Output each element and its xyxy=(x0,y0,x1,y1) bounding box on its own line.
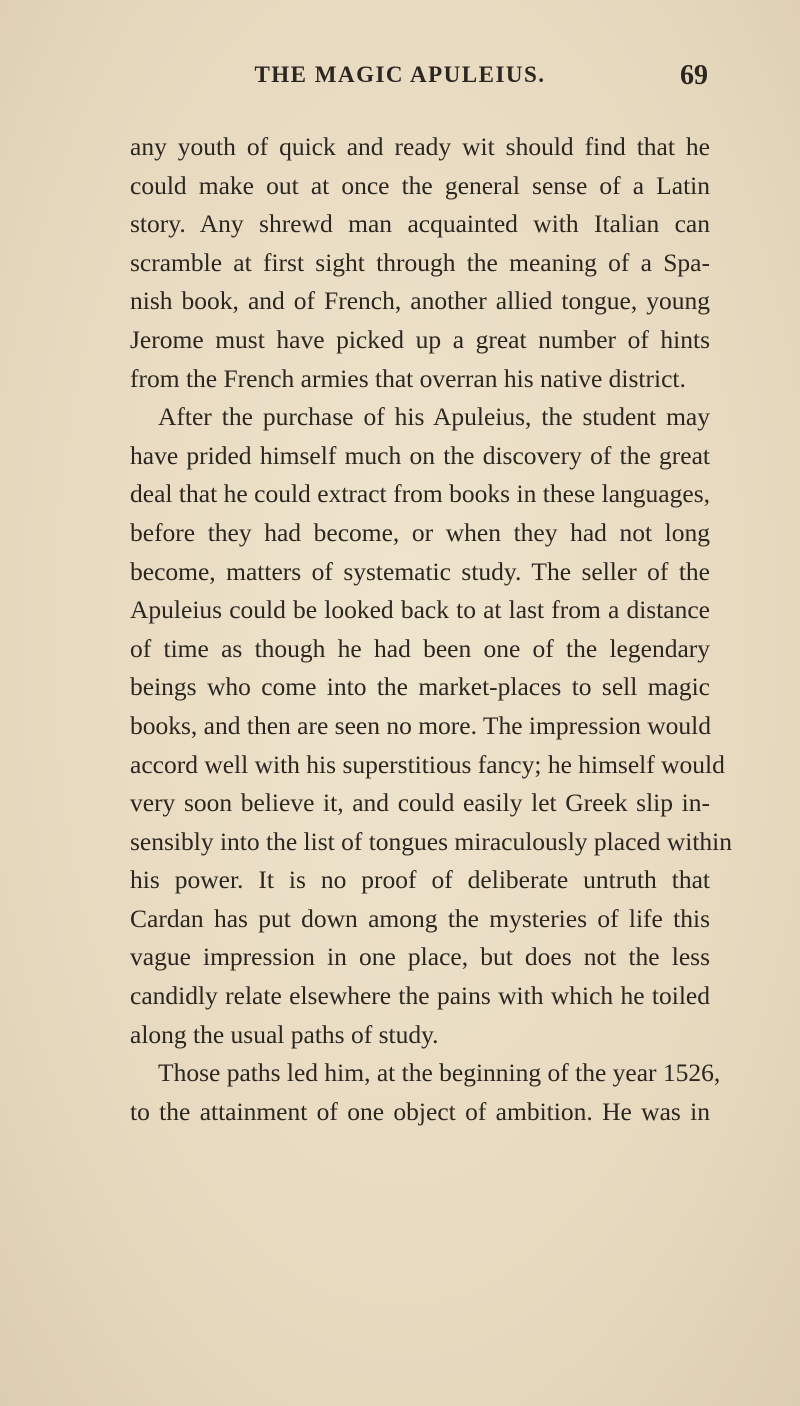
text-line: to the attainment of one object of ambition. He was in xyxy=(130,1096,710,1126)
text-line: very soon believe it, and could easily let Greek slip in- xyxy=(130,788,710,818)
text-line: beings who come into the market-places to sell magic xyxy=(130,672,710,702)
text-line: deal that he could extract from books in these languages, xyxy=(130,479,710,509)
text-line: Cardan has put down among the mysteries of life this xyxy=(130,903,710,933)
text-line: along the usual paths of study. xyxy=(130,1019,439,1049)
text-line: his power. It is no proof of deliberate untruth that xyxy=(130,865,710,895)
page-number: 69 xyxy=(680,60,708,91)
text-line: have prided himself much on the discovery of the great xyxy=(130,440,710,470)
text-line: Those paths led him, at the beginning of the year 1526, xyxy=(158,1058,721,1088)
text-line: vague impression in one place, but does not the less xyxy=(130,942,710,972)
text-line: become, matters of systematic study. The seller of the xyxy=(130,556,710,586)
text-line: accord well with his superstitious fancy; he himself would xyxy=(130,749,725,779)
text-line: before they had become, or when they had not long xyxy=(130,517,710,547)
text-line: nish book, and of French, another allied tongue, young xyxy=(130,286,710,316)
text-line: books, and then are seen no more. The impression would xyxy=(130,710,711,740)
text-line: scramble at first sight through the meaning of a Spa- xyxy=(130,247,710,277)
text-line: Jerome must have picked up a great number of hints xyxy=(130,324,710,354)
text-line: any youth of quick and ready wit should find that he xyxy=(130,132,710,161)
text-line: candidly relate elsewhere the pains with which he toiled xyxy=(130,981,710,1011)
text-line: from the French armies that overran his native district. xyxy=(130,363,686,393)
running-head xyxy=(0,60,800,100)
text-line: could make out at once the general sense of a Latin xyxy=(130,170,710,200)
running-title: THE MAGIC APULEIUS. xyxy=(254,62,546,87)
body-text xyxy=(130,128,733,1131)
text-line: After the purchase of his Apuleius, the student may xyxy=(158,402,710,432)
text-line: Apuleius could be looked back to at last from a distance xyxy=(130,595,710,625)
text-line: story. Any shrewd man acquainted with Italian can xyxy=(130,209,710,239)
text-line: of time as though he had been one of the legendary xyxy=(130,633,710,663)
text-line: sensibly into the list of tongues miraculously placed within xyxy=(130,826,733,856)
